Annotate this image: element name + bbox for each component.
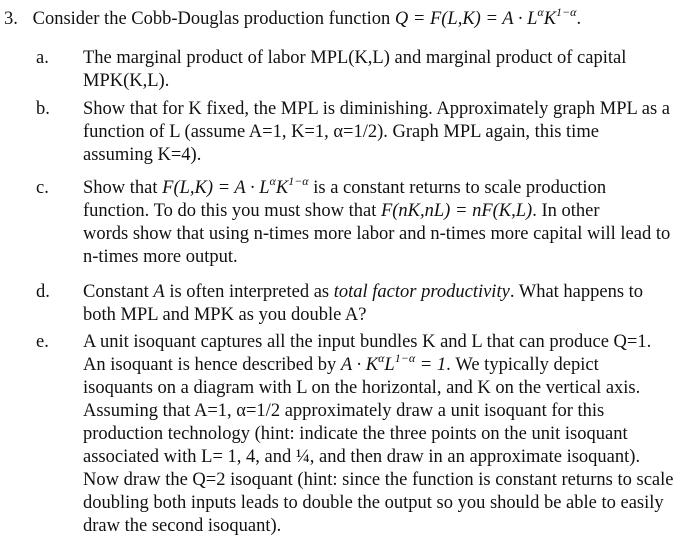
isoquant-formula: $A \cdot K^\alpha L^{1-\alpha} = 1$ [340, 351, 447, 375]
part-letter: d. [36, 282, 50, 302]
part-line: A unit isoquant captures all the input bundles K and L that can produce Q=1. [83, 332, 652, 352]
part-line: associated with L= 1, 4, and ¼, and then draw in an approximate isoquant). [83, 447, 641, 467]
crs-formula: $F(L,K) = A \cdot L^\alpha K^{1-\alpha}$ [162, 174, 309, 198]
part-line: production technology (hint: indicate the three points on the unit isoquant [83, 424, 628, 444]
part-line: MPK(K,L). [83, 71, 170, 91]
part-line: Show that $F(L,K) = A \cdot L^\alpha K^{1-\alpha}$ is a constant returns to scale production [83, 174, 607, 198]
question-text: Consider the Cobb-Douglas production function [32, 9, 391, 29]
question-end: . [576, 9, 582, 29]
part-line: function. To do this you must show that F(nK,nL) = nF(K,L). In other [83, 201, 600, 221]
part-line: Assuming that A=1, α=1/2 approximately draw a unit isoquant for this [83, 401, 605, 421]
part-line: The marginal product of labor MPL(K,L) and marginal product of capital [83, 48, 627, 68]
part-line: function of L (assume A=1, K=1, α=1/2). Graph MPL again, this time [83, 122, 599, 142]
question-formula: $Q = F(L,K) = A \cdot L^\alpha K^{1-\alpha}$ [394, 5, 577, 29]
part-line: Now draw the Q=2 isoquant (hint: since the function is constant returns to scale [83, 470, 674, 490]
part-letter: b. [36, 99, 50, 119]
part-letter: e. [36, 332, 49, 352]
part-line: draw the second isoquant). [83, 516, 282, 536]
italic-term: total factor productivity [333, 282, 510, 302]
part-letter: a. [36, 48, 49, 68]
part-line: Show that for K fixed, the MPL is diminishing. Approximately graph MPL as a [83, 99, 670, 119]
scaling-formula: F(nK,nL) = nF(K,L) [380, 201, 533, 221]
part-line: An isoquant is hence described by $A \cdot K^\alpha L^{1-\alpha} = 1$. We typically depict [83, 351, 599, 375]
part-line: doubling both inputs leads to double the output so you should be able to easily [83, 493, 664, 513]
part-line: n-times more output. [83, 247, 238, 267]
part-line: isoquants on a diagram with L on the horizontal, and K on the vertical axis. [83, 378, 641, 398]
question-heading [4, 5, 694, 31]
part-line: both MPL and MPK as you double A? [83, 305, 367, 325]
part-line: words show that using n-times more labor and n-times more capital will lead to [83, 224, 671, 244]
part-line: assuming K=4). [83, 145, 202, 165]
question-number: 3. [4, 9, 18, 29]
part-letter: c. [36, 178, 49, 198]
part-line: Constant A is often interpreted as total factor productivity. What happens to [83, 282, 644, 302]
